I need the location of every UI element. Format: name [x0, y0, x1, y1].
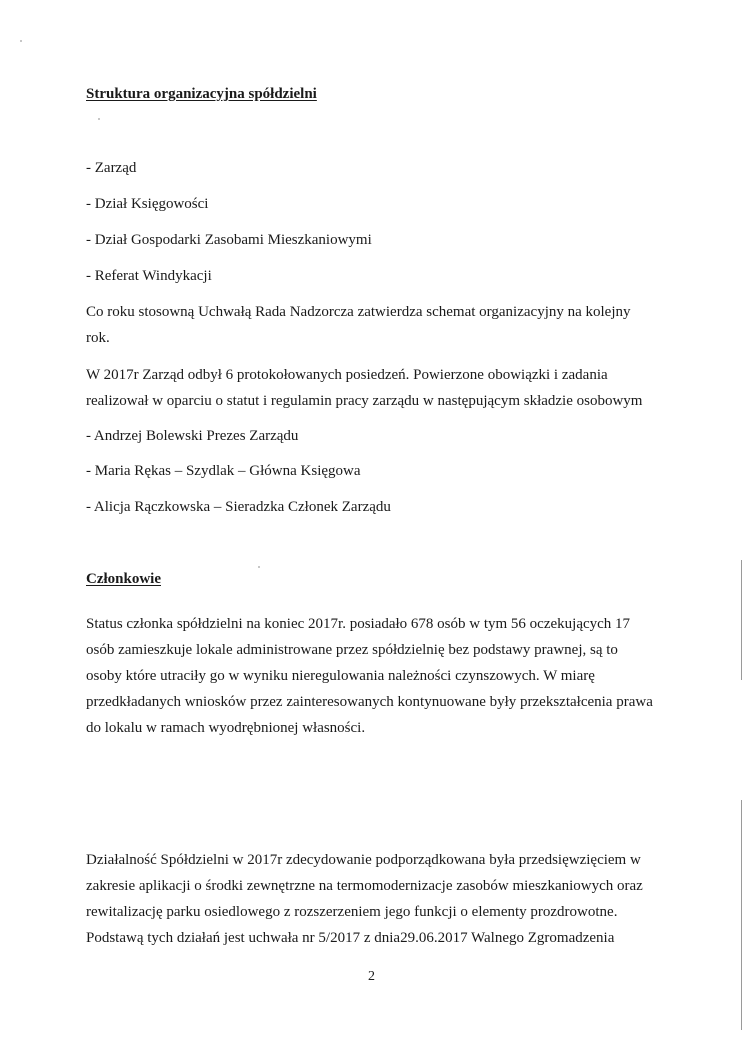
structure-item-management: - Zarząd: [86, 160, 137, 176]
activity-paragraph-line: Działalność Spółdzielni w 2017r zdecydowanie podporządkowana była przedsięwzięciem w: [86, 852, 641, 868]
schema-paragraph-line: rok.: [86, 330, 110, 346]
structure-item-debt-collection: - Referat Windykacji: [86, 268, 212, 284]
scan-speck: [258, 566, 260, 568]
scan-edge-mark: [741, 560, 742, 680]
heading-members: Członkowie: [86, 571, 161, 587]
page-number: 2: [368, 969, 375, 984]
board-member-member: - Alicja Rączkowska – Sieradzka Członek Zarządu: [86, 499, 391, 515]
board-member-accountant: - Maria Rękas – Szydlak – Główna Księgowa: [86, 463, 361, 479]
heading-structure: Struktura organizacyjna spółdzielni: [86, 86, 317, 102]
activity-paragraph-line: rewitalizację parku osiedlowego z rozszerzeniem jego funkcji o elementy prozdrowotne.: [86, 904, 618, 920]
members-paragraph-line: osób zamieszkuje lokale administrowane przez spółdzielnię bez podstawy prawnej, są to: [86, 642, 618, 658]
schema-paragraph-line: Co roku stosowną Uchwałą Rada Nadzorcza zatwierdza schemat organizacyjny na kolejny: [86, 304, 631, 320]
scan-speck: [98, 118, 100, 120]
structure-item-housing: - Dział Gospodarki Zasobami Mieszkaniowymi: [86, 232, 372, 248]
members-paragraph-line: Status członka spółdzielni na koniec 2017r. posiadało 678 osób w tym 56 oczekujących 17: [86, 616, 631, 632]
structure-item-accounting: - Dział Księgowości: [86, 196, 209, 212]
members-paragraph-line: osoby które utraciły go w wyniku nieregulowania należności czynszowych. W miarę: [86, 668, 595, 684]
scan-edge-mark: [741, 800, 742, 1030]
board-paragraph-line: W 2017r Zarząd odbył 6 protokołowanych posiedzeń. Powierzone obowiązki i zadania: [86, 367, 608, 383]
members-paragraph-line: do lokalu w ramach wyodrębnionej własności.: [86, 720, 366, 736]
board-member-president: - Andrzej Bolewski Prezes Zarządu: [86, 428, 299, 444]
board-paragraph-line: realizował w oparciu o statut i regulamin pracy zarządu w następującym składzie osobowym: [86, 393, 643, 409]
members-paragraph-line: przedkładanych wniosków przez zainteresowanych kontynuowane były przekształcenia prawa: [86, 694, 653, 710]
activity-paragraph-line: zakresie aplikacji o środki zewnętrzne na termomodernizacje zasobów mieszkaniowych oraz: [86, 878, 643, 894]
activity-paragraph-line: Podstawą tych działań jest uchwała nr 5/2017 z dnia29.06.2017 Walnego Zgromadzenia: [86, 930, 615, 946]
scan-speck: [20, 40, 22, 42]
